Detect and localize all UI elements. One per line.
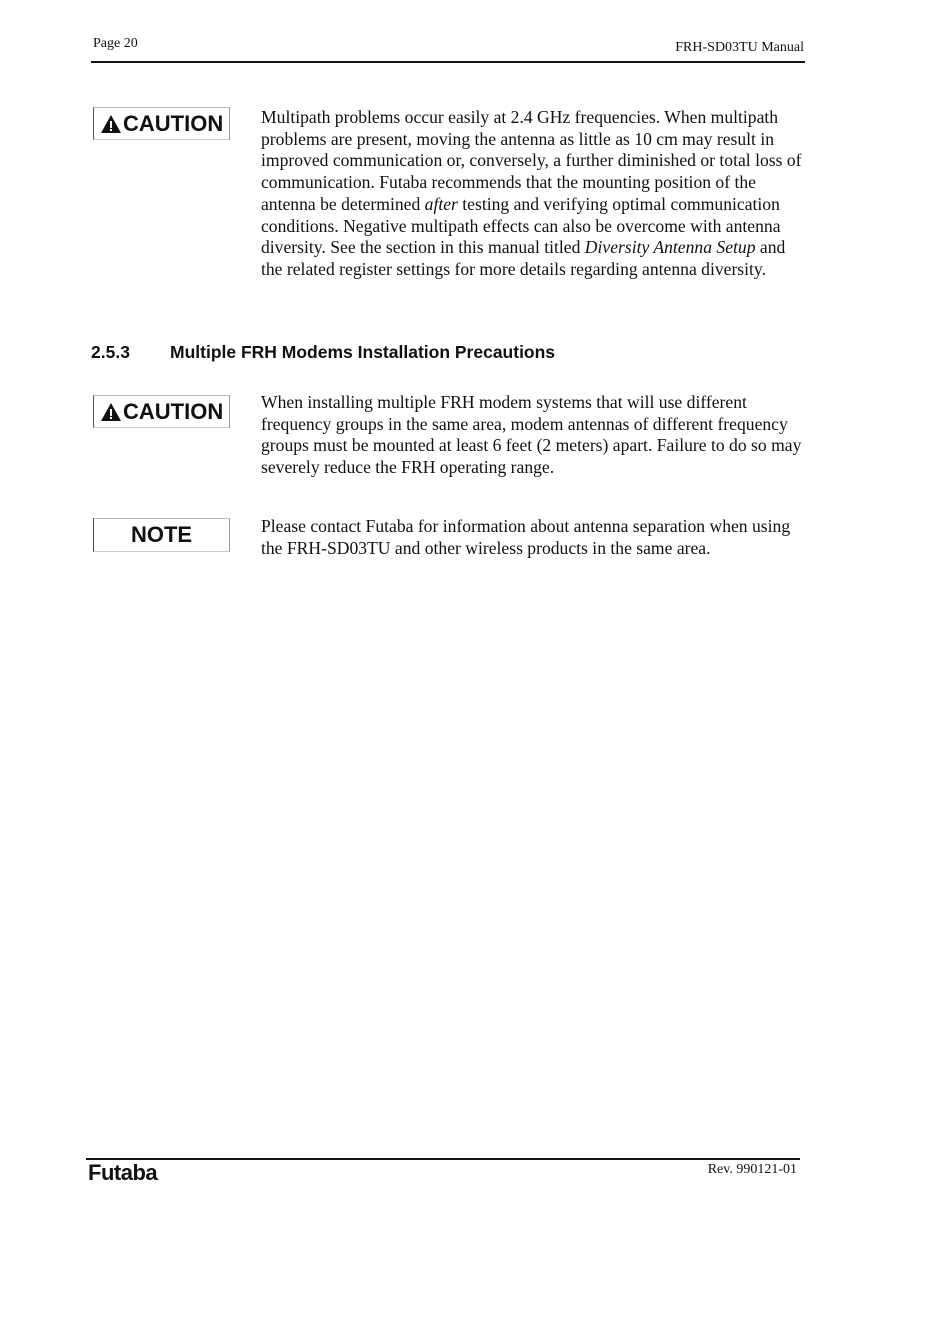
caution-label: CAUTION bbox=[123, 110, 224, 136]
note-paragraph: Please contact Futaba for information about antenna separation when using the FRH-SD03TU and other wireless products in the same area. bbox=[261, 516, 791, 558]
section-heading bbox=[91, 342, 555, 363]
caution-paragraph-frequency-groups: When installing multiple FRH modem systems that will use different frequency groups in the same area, modem antennas of different frequency groups must be mounted at least 6 feet (2 meters) apart. Failure to do so may severely reduce the FRH operating range. bbox=[261, 392, 802, 478]
paragraph-text: Multipath problems occur easily at 2.4 GHz frequencies. When multipath problems are present, moving the antenna as little as 10 cm may result in improved communication or, conversely, a further diminished or total loss of communication. Futaba recommends that the mounting position of the antenna be determined bbox=[261, 107, 802, 214]
caution-label: CAUTION bbox=[123, 398, 224, 424]
header-rule bbox=[91, 61, 805, 63]
warning-triangle-icon bbox=[100, 114, 122, 134]
note-badge bbox=[93, 518, 230, 552]
section-title: Multiple FRH Modems Installation Precautions bbox=[170, 342, 556, 362]
emphasis-text: after bbox=[424, 193, 458, 214]
warning-triangle-icon bbox=[100, 402, 122, 422]
footer-rule bbox=[86, 1158, 800, 1160]
logo-text: Futaba bbox=[88, 1160, 158, 1185]
revision-number: Rev. 990121-01 bbox=[707, 1162, 797, 1177]
caution-paragraph-multipath bbox=[261, 107, 806, 281]
caution-badge bbox=[93, 395, 230, 428]
page-header-left: Page 20 bbox=[93, 36, 138, 51]
paragraph-text: and the related register settings for more details regarding antenna diversity. bbox=[261, 237, 786, 279]
page-header-right: FRH-SD03TU Manual bbox=[675, 40, 804, 55]
caution-badge bbox=[93, 107, 230, 140]
section-number: 2.5.3 bbox=[91, 342, 130, 362]
section-reference: Diversity Antenna Setup bbox=[584, 237, 756, 258]
paragraph-text: testing and verifying optimal communication conditions. Negative multipath effects can also be overcome with antenna diversity. See the section in this manual titled bbox=[261, 193, 781, 258]
note-label: NOTE bbox=[130, 522, 193, 547]
futaba-logo bbox=[88, 1160, 159, 1186]
logo-mark: . bbox=[157, 1173, 159, 1182]
